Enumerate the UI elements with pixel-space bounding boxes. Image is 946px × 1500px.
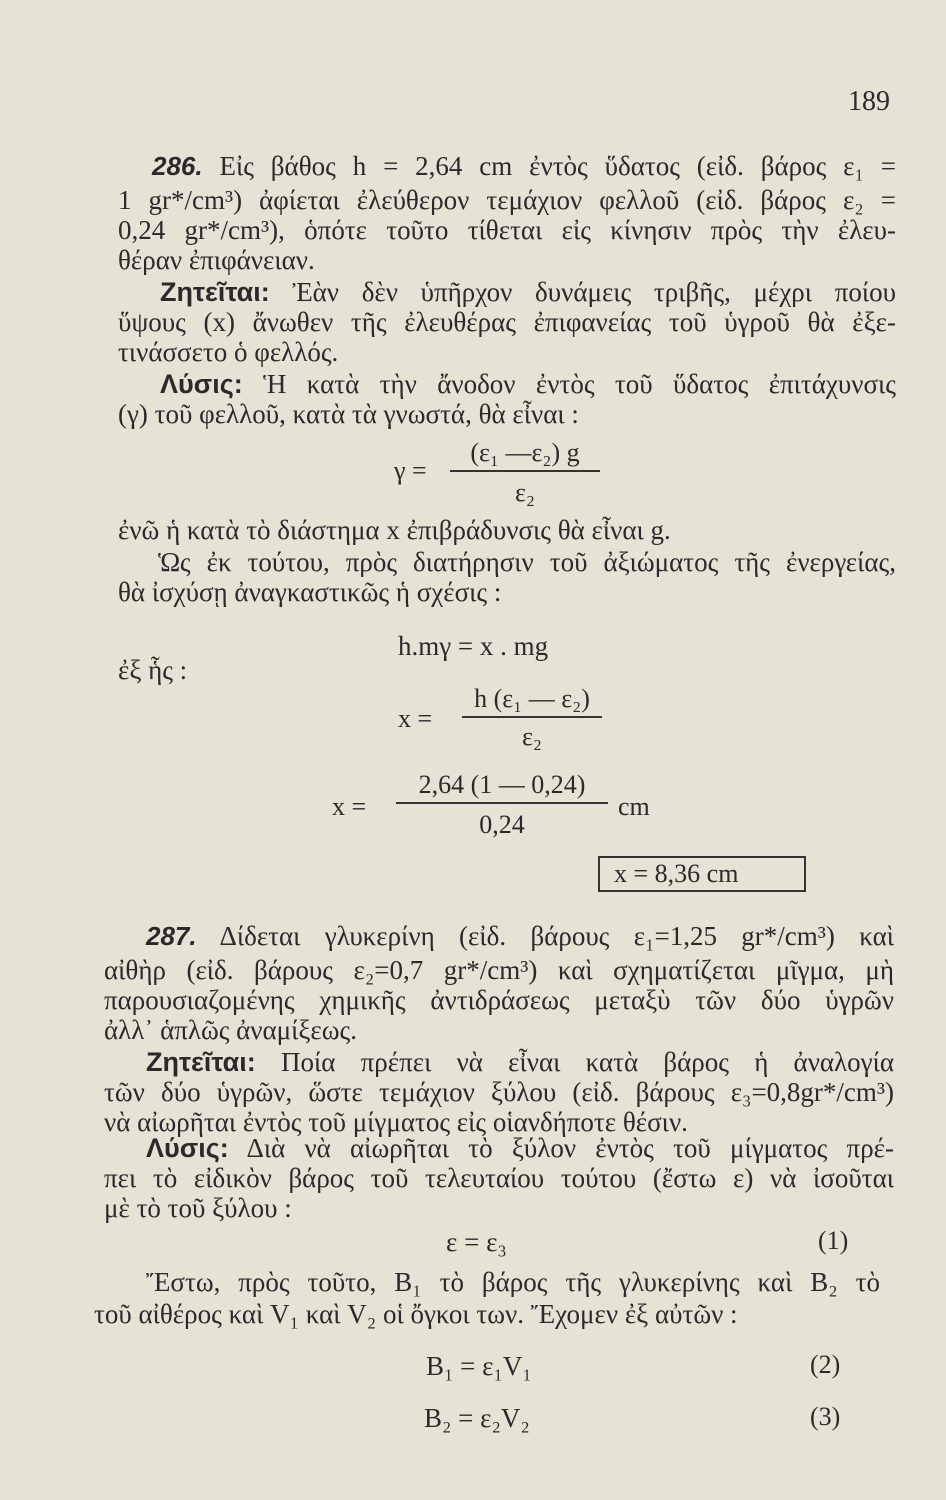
eq-gamma-denominator: ε₂ — [515, 478, 535, 507]
p287-zeteitai-label: Ζητεῖται: — [146, 1047, 256, 1077]
p286-after-line-1: ἐνῶ ἡ κατὰ τὸ διάστημα x ἐπιβράδυνσις θὰ εἶναι g. — [118, 515, 671, 545]
p286-lysis-line-2: (γ) τοῦ φελλοῦ, κατὰ τὰ γνωστά, θὰ εἶναι : — [118, 399, 579, 429]
p286-lysis-label: Λύσις: — [160, 369, 243, 399]
p287-after-line-2: τοῦ αἰθέρος καὶ V₁ καὶ V₂ οἱ ὄγκοι των. Ἔχομεν ἐξ αὐτῶν : — [94, 1299, 738, 1329]
eq-eps-tag: (1) — [818, 1226, 849, 1255]
p287-lysis-line-2: πει τὸ εἰδικὸν βάρος τοῦ τελευταίου τούτου (ἔστω ε) νὰ ἰσοῦται — [104, 1163, 894, 1193]
p287-lysis-line-1 — [104, 1132, 894, 1164]
p286-after-text-2: Ὡς ἐκ τούτου, πρὸς διατήρησιν τοῦ ἀξιώματος τῆς ἐνεργείας, — [158, 547, 896, 577]
eq-x-denominator: ε₂ — [522, 722, 542, 751]
eq-b2: B₂ = ε₂V₂ — [424, 1403, 530, 1433]
result-box: x = 8,36 cm — [598, 856, 806, 892]
p287-number: 287. — [146, 921, 197, 951]
p287-lysis-text-1: Διὰ νὰ αἰωρῆται τὸ ξύλον ἐντὸς τοῦ μίγματος πρέ- — [246, 1133, 894, 1163]
p286-line-4: θέραν ἐπιφάνειαν. — [118, 245, 315, 275]
ex-hes-label: ἐξ ἧς : — [118, 655, 188, 685]
p287-line-3: παρουσιαζομένης χημικῆς ἀντιδράσεως μεταξὺ τῶν δύο ὑγρῶν — [104, 985, 894, 1015]
p286-zeteitai-line-2: ὕψους (x) ἄνωθεν τῆς ἐλευθέρας ἐπιφανείας τοῦ ὑγροῦ θὰ ἐξε- — [118, 307, 896, 337]
eq-x-num-numerator: 2,64 (1 — 0,24) — [418, 770, 586, 799]
p287-after-text-1: Ἔστω, πρὸς τοῦτο, B₁ τὸ βάρος τῆς γλυκερίνης καὶ B₂ τὸ — [146, 1267, 880, 1297]
p286-lysis-line-1 — [118, 368, 896, 400]
eq-x-numerator: h (ε₁ — ε₂) — [474, 684, 590, 713]
p286-lysis-text-1: Ἡ κατὰ τὴν ἄνοδον ἐντὸς τοῦ ὕδατος ἐπιτάχυνσις — [263, 369, 897, 399]
p287-line-4: ἀλλ᾽ ἁπλῶς ἀναμίξεως. — [104, 1015, 357, 1045]
p286-zeteitai-line-1 — [118, 276, 896, 308]
p287-text-1: Δίδεται γλυκερίνη (εἰδ. βάρους ε₁=1,25 gr*/cm³) καὶ — [219, 921, 894, 951]
eq-eps: ε = ε₃ — [446, 1227, 507, 1257]
eq-b2-tag: (3) — [810, 1402, 841, 1431]
p287-zeteitai-line-3: νὰ αἰωρῆται ἐντὸς τοῦ μίγματος εἰς οἱανδήποτε θέσιν. — [104, 1107, 688, 1137]
p286-text-1: Εἰς βάθος h = 2,64 cm ἐντὸς ὕδατος (εἰδ. βάρος ε₁ = — [219, 151, 896, 181]
p286-zeteitai-text-1: Ἐὰν δὲν ὑπῆρχον δυνάμεις τριβῆς, μέχρι ποίου — [292, 277, 897, 307]
p286-line-3: 0,24 gr*/cm³), ὁπότε τοῦτο τίθεται εἰς κίνησιν πρὸς τὴν ἐλευ- — [118, 215, 896, 245]
eq-gamma-numerator: (ε₁ —ε₂) g — [470, 438, 580, 467]
p287-line-2: αἰθὴρ (εἰδ. βάρους ε₂=0,7 gr*/cm³) καὶ σχηματίζεται μῖγμα, μὴ — [104, 955, 894, 985]
eq-x-lhs: x = — [398, 704, 433, 733]
p287-zeteitai-line-1 — [104, 1046, 894, 1078]
eq-gamma-lhs: γ = — [394, 456, 427, 485]
p287-zeteitai-line-2: τῶν δύο ὑγρῶν, ὥστε τεμάχιον ξύλου (εἰδ. βάρους ε₃=0,8gr*/cm³) — [104, 1077, 894, 1107]
page-number: 189 — [848, 86, 890, 117]
p286-line-2: 1 gr*/cm³) ἀφίεται ἐλεύθερον τεμάχιον φελλοῦ (εἰδ. βάρος ε₂ = — [118, 185, 896, 215]
p287-after-line-1 — [104, 1266, 880, 1298]
eq-b1: B₁ = ε₁V₁ — [426, 1351, 532, 1381]
p287-lysis-label: Λύσις: — [146, 1133, 229, 1163]
p287-lysis-line-3: μὲ τὸ τοῦ ξύλου : — [104, 1193, 292, 1223]
p287-line-1 — [104, 920, 894, 952]
eq-energy: h.mγ = x . mg — [398, 631, 549, 661]
p286-zeteitai-label: Ζητεῖται: — [160, 277, 270, 307]
p286-number: 286. — [152, 151, 203, 181]
eq-x-fraction-bar — [462, 716, 602, 718]
eq-x-num-denominator: 0,24 — [479, 810, 525, 839]
eq-x-num-unit: cm — [618, 792, 650, 821]
eq-gamma-fraction-bar — [450, 470, 600, 472]
eq-b1-tag: (2) — [810, 1350, 841, 1379]
p287-zeteitai-text-1: Ποία πρέπει νὰ εἶναι κατὰ βάρος ἡ ἀναλογία — [281, 1047, 894, 1077]
p286-zeteitai-line-3: τινάσσετο ὁ φελλός. — [118, 337, 339, 367]
eq-x-num-lhs: x = — [332, 792, 367, 821]
p286-after-line-3: θὰ ἰσχύσῃ ἀναγκαστικῶς ἡ σχέσις : — [118, 577, 502, 607]
p286-after-line-2 — [118, 546, 896, 578]
eq-x-num-fraction-bar — [396, 802, 608, 804]
p286-line-1 — [118, 150, 896, 182]
